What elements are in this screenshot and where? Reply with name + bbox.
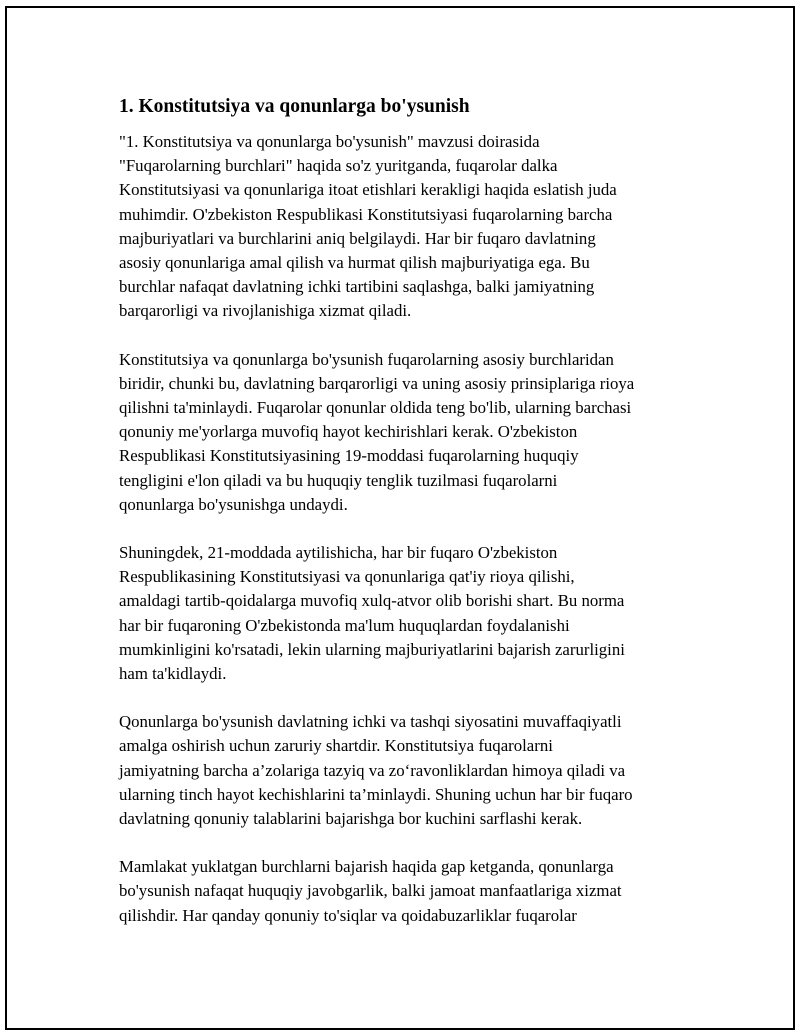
text-line: qonuniy me'yorlarga muvofiq hayot kechirishlari kerak. O'zbekiston xyxy=(119,422,578,442)
paragraph-2 xyxy=(119,348,689,517)
text-line: ham ta'kidlaydi. xyxy=(119,664,227,684)
text-line: qilishni ta'minlaydi. Fuqarolar qonunlar oldida teng bo'lib, ularning barchasi xyxy=(119,398,632,418)
paragraph-3 xyxy=(119,541,689,686)
paragraph-4 xyxy=(119,710,689,831)
document-body xyxy=(119,94,689,952)
text-line: Mamlakat yuklatgan burchlarni bajarish haqida gap ketganda, qonunlarga xyxy=(119,857,614,877)
text-line: amalga oshirish uchun zaruriy shartdir. Konstitutsiya fuqarolarni xyxy=(119,736,553,756)
text-line: Shuningdek, 21-moddada aytilishicha, har bir fuqaro O'zbekiston xyxy=(119,543,558,563)
text-line: Respublikasi Konstitutsiyasining 19-moddasi fuqarolarning huquqiy xyxy=(119,446,579,466)
text-line: ularning tinch hayot kechishlarini ta’minlaydi. Shuning uchun har bir fuqaro xyxy=(119,784,633,804)
text-line: Respublikasining Konstitutsiyasi va qonunlariga qat'iy rioya qilishi, xyxy=(119,567,575,587)
text-line: Konstitutsiyasi va qonunlariga itoat etishlari kerakligi haqida eslatish juda xyxy=(119,180,617,200)
text-line: Konstitutsiya va qonunlarga bo'ysunish fuqarolarning asosiy burchlaridan xyxy=(119,349,614,369)
text-line: majburiyatlari va burchlarini aniq belgilaydi. Har bir fuqaro davlatning xyxy=(119,228,596,248)
paragraph-5 xyxy=(119,855,689,928)
text-line: Qonunlarga bo'ysunish davlatning ichki va tashqi siyosatini muvaffaqiyatli xyxy=(119,712,622,732)
text-line: qilishdir. Har qanday qonuniy to'siqlar va qoidabuzarliklar fuqarolar xyxy=(119,905,577,925)
text-line: biridir, chunki bu, davlatning barqarorligi va uning asosiy prinsiplariga rioya xyxy=(119,373,635,393)
text-line: har bir fuqaroning O'zbekistonda ma'lum huquqlardan foydalanishi xyxy=(119,615,570,635)
paragraph-1 xyxy=(119,130,689,324)
text-line: "Fuqarolarning burchlari" haqida so'z yuritganda, fuqarolar dalka xyxy=(119,156,558,176)
section-title: 1. Konstitutsiya va qonunlarga bo'ysunish xyxy=(119,96,470,117)
text-line: asosiy qonunlariga amal qilish va hurmat qilish majburiyatiga ega. Bu xyxy=(119,253,590,273)
text-line: tengligini e'lon qiladi va bu huquqiy tenglik tuzilmasi fuqarolarni xyxy=(119,470,558,490)
text-line: amaldagi tartib-qoidalarga muvofiq xulq-atvor olib borishi shart. Bu norma xyxy=(119,591,625,611)
text-line: bo'ysunish nafaqat huquqiy javobgarlik, balki jamoat manfaatlariga xizmat xyxy=(119,881,622,901)
text-line: "1. Konstitutsiya va qonunlarga bo'ysunish" mavzusi doirasida xyxy=(119,132,540,151)
text-line: davlatning qonuniy talablarini bajarishga bor kuchini sarflashi kerak. xyxy=(119,809,583,829)
text-line: barqarorligi va rivojlanishiga xizmat qiladi. xyxy=(119,301,412,321)
text-line: qonunlarga bo'ysunishga undaydi. xyxy=(119,494,348,514)
document-page xyxy=(5,6,795,1030)
text-line: muhimdir. O'zbekiston Respublikasi Konstitutsiyasi fuqarolarning barcha xyxy=(119,204,613,224)
text-line: mumkinligini ko'rsatadi, lekin ularning majburiyatlarini bajarish zarurligini xyxy=(119,639,625,659)
text-line: jamiyatning barcha a’zolariga tazyiq va zo‘ravonliklardan himoya qiladi va xyxy=(119,760,626,780)
text-line: burchlar nafaqat davlatning ichki tartibini saqlashga, balki jamiyatning xyxy=(119,277,595,297)
